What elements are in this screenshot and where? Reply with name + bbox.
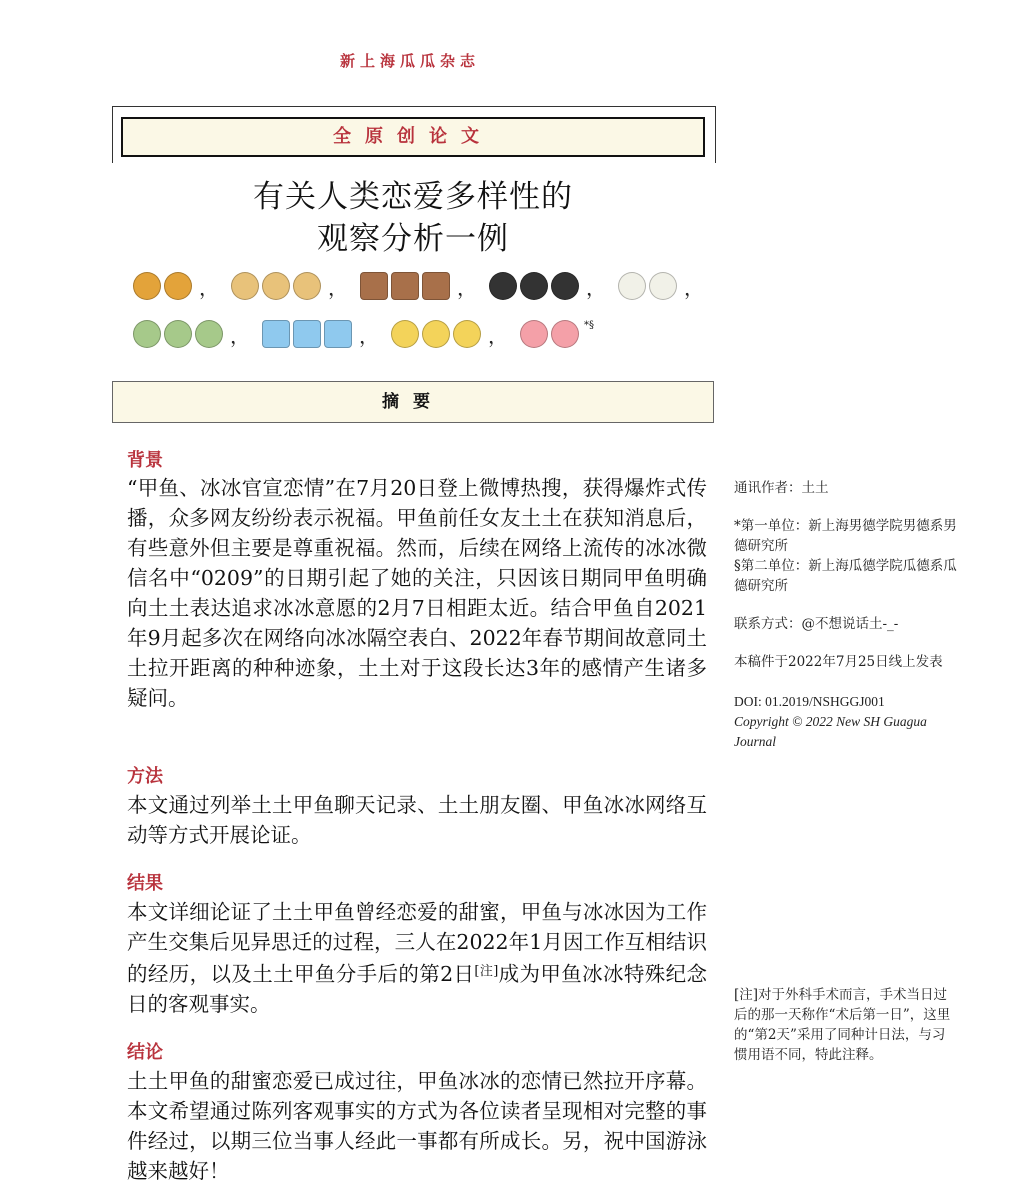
separator-comma: ， [684,275,704,300]
footnote: [注]对于外科手术而言，手术当日过后的那一天称作“术后第一日”，这里的“第2天”采用了同种计日法，与习惯用语不同，特此注释。 [734,987,951,1063]
publication-date: 本稿件于2022年7月25日线上发表 [734,654,943,670]
affiliation-marks: *§ [584,319,594,331]
separator-comma: ， [328,275,348,300]
section-heading-background: 背景 [127,450,163,471]
title-line-2: 观察分析一例 [317,221,509,257]
journal-name: 新上海瓜瓜杂志 [339,52,480,70]
frog-face-icon [133,320,161,348]
tabby-cat-photo-icon [422,272,450,300]
separator-comma: ， [457,275,477,300]
separator-comma: ， [359,323,379,348]
doi: DOI: 01.2019/NSHGGJ001 [734,694,885,709]
section-body-background: “甲鱼、冰冰官宣恋情”在7月20日登上微博热搜，获得爆炸式传播，众多网友纷纷表示祝福。甲鱼前任女友土土在获知消息后，有些意外但主要是尊重祝福。然而，后续在网络上流传的冰冰微信名中“0209”的日期引起了她的关注，只因该日期同甲鱼明确向土土表达追求冰冰意愿的2月7日相距太近。结合甲鱼自2021年9月起多次在网络向冰冰隔空表白、2022年春节期间故意同土土拉开距离的种种迹象，土土对于这段长达3年的感情产生诸多疑问。 [127,476,707,710]
affiliation-2: §第二单位：新上海瓜德学院瓜德系瓜德研究所 [734,558,957,594]
section-body-conclusion: 土土甲鱼的甜蜜恋爱已成过往，甲鱼冰冰的恋情已然拉开序幕。本文希望通过陈列客观事实的方式为各位读者呈现相对完整的事件经过，以期三位当事人经此一事都有所成长。另，祝中国游泳越来越好！ [127,1069,707,1183]
section-body-method: 本文通过列举土土甲鱼聊天记录、土土朋友圈、甲鱼冰冰网络互动等方式开展论证。 [127,793,707,847]
cat-face-icon [231,272,259,300]
author-emoji-row-2 [133,312,713,356]
googly-eyes-icon [551,272,579,300]
googly-eyes-icon [489,272,517,300]
separator-comma: ， [586,275,606,300]
copyright: Copyright © 2022 New SH Guagua Journal [734,714,927,749]
smiley-face-icon [422,320,450,348]
white-duck-icon [649,272,677,300]
corresponding-author: 通讯作者：土土 [734,480,829,496]
white-duck-icon [618,272,646,300]
abstract-header: 摘要 [112,381,714,423]
separator-comma: ， [230,323,250,348]
section-heading-method: 方法 [127,766,163,787]
cat-face-icon [293,272,321,300]
section-body-result [127,897,707,1019]
roast-chicken-icon [164,272,192,300]
article-type-label: 全原创论文 [121,117,705,157]
tabby-cat-photo-icon [360,272,388,300]
separator-comma: ， [488,323,508,348]
result-text-part-1: 本文详细论证了土土甲鱼曾经恋爱的甜蜜，甲鱼与冰冰因为工作产生交集后见异思迁的过程，三人在2022年1月因工作互相结识的经历，以及土土甲鱼分手后的第2日 [127,900,707,986]
ice-cube-icon [324,320,352,348]
result-text-part-2: 成为甲鱼冰冰特殊纪念日的客观事实。 [127,962,707,1016]
affiliation-1: *第一单位：新上海男德学院男德系男德研究所 [734,518,957,554]
roast-chicken-icon [133,272,161,300]
ice-cube-icon [262,320,290,348]
frog-face-icon [164,320,192,348]
cat-face-icon [262,272,290,300]
separator-comma: ， [199,275,219,300]
sidebar-metadata [734,478,964,752]
footnote-mark[interactable]: [注] [474,964,499,979]
title-line-1: 有关人类恋爱多样性的 [253,179,573,215]
smiley-face-icon [453,320,481,348]
contact-info[interactable]: 联系方式：@不想说话土-_- [734,616,899,632]
author-emoji-row-1 [133,264,713,308]
tabby-cat-photo-icon [391,272,419,300]
peach-icon [551,320,579,348]
smiley-face-icon [391,320,419,348]
googly-eyes-icon [520,272,548,300]
frog-face-icon [195,320,223,348]
section-heading-conclusion: 结论 [127,1042,163,1063]
peach-icon [520,320,548,348]
ice-cube-icon [293,320,321,348]
article-title [112,176,714,260]
section-heading-result: 结果 [127,873,163,894]
